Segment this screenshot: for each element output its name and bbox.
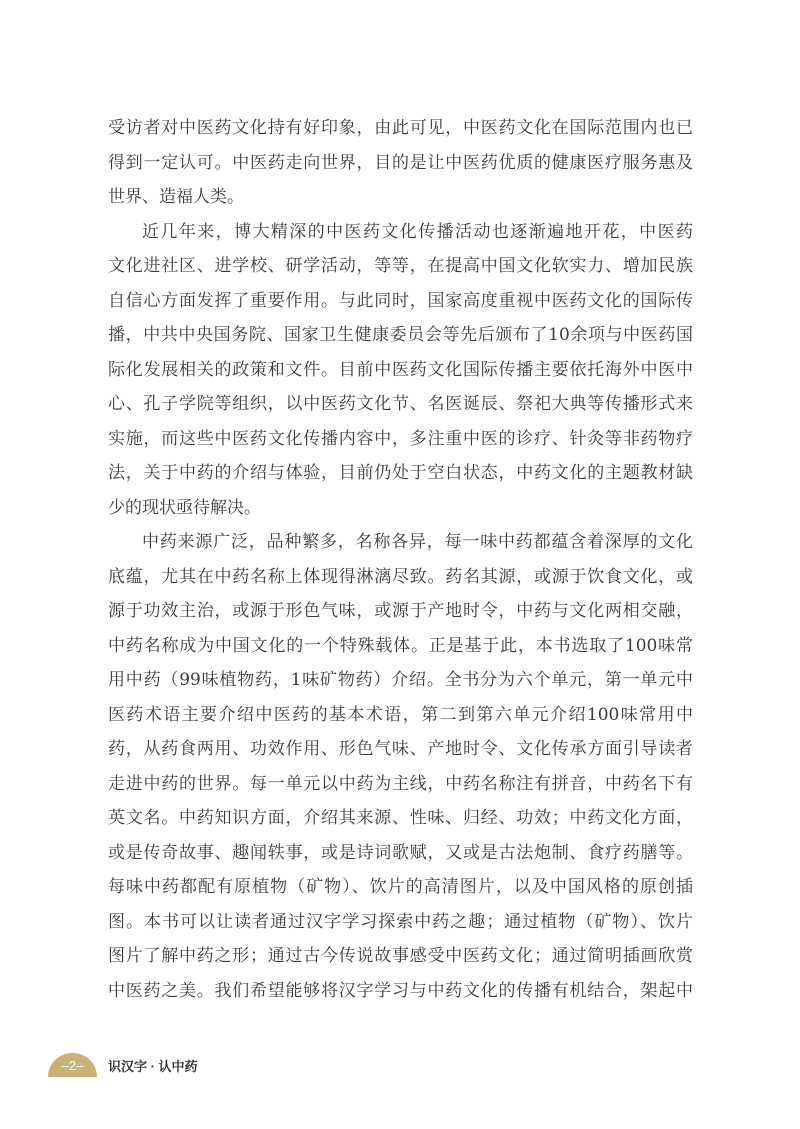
text-line: 中药来源广泛，品种繁多，名称各异，每一味中药都蕴含着深厚的文化 — [142, 532, 693, 552]
text-line: 走进中药的世界。每一单元以中药为主线，中药名称注有拼音，中药名下有 — [108, 773, 693, 794]
text-line: 英文名。中药知识方面，介绍其来源、性味、归经、功效；中药文化方面， — [108, 808, 693, 828]
text-line: 世界、造福人类。 — [108, 187, 244, 207]
text-line: 近几年来，博大精深的中医药文化传播活动也逐渐遍地开花，中医药 — [142, 221, 693, 242]
paragraph — [108, 215, 693, 526]
text-line: 中医药之美。我们希望能够将汉字学习与中药文化的传播有机结合，架起中 — [108, 980, 693, 1001]
page-number-badge: –2– — [48, 1053, 97, 1077]
text-line: 自信心方面发挥了重要作用。与此同时，国家高度重视中医药文化的国际传 — [108, 290, 693, 311]
text-line: 图。本书可以让读者通过汉字学习探索中药之趣；通过植物（矿物）、饮片 — [108, 911, 693, 932]
paragraph — [108, 525, 693, 1008]
text-line: 文化进社区、进学校、研学活动，等等，在提高中国文化软实力、增加民族 — [108, 256, 693, 276]
text-line: 法，关于中药的介绍与体验，目前仍处于空白状态，中药文化的主题教材缺 — [108, 463, 693, 483]
body-text — [108, 111, 693, 1008]
text-line: 得到一定认可。中医药走向世界，目的是让中医药优质的健康医疗服务惠及 — [108, 152, 693, 173]
text-line: 医药术语主要介绍中医药的基本术语，第二到第六单元介绍100味常用中 — [108, 704, 693, 725]
text-line: 受访者对中医药文化持有好印象，由此可见，中医药文化在国际范围内也已 — [108, 118, 693, 138]
text-line: 源于功效主治，或源于形色气味，或源于产地时令，中药与文化两相交融， — [108, 601, 693, 621]
text-line: 播，中共中央国务院、国家卫生健康委员会等先后颁布了10余项与中医药国 — [108, 325, 693, 345]
text-line: 每味中药都配有原植物（矿物）、饮片的高清图片，以及中国风格的原创插 — [108, 877, 693, 897]
text-line: 心、孔子学院等组织，以中医药文化节、名医诞辰、祭祀大典等传播形式来 — [108, 394, 693, 414]
text-line: 少的现状亟待解决。 — [108, 497, 261, 518]
text-line: 中药名称成为中国文化的一个特殊载体。正是基于此，本书选取了100味常 — [108, 635, 693, 656]
text-line: 实施，而这些中医药文化传播内容中，多注重中医的诊疗、针灸等非药物疗 — [108, 428, 693, 449]
running-head: 识汉字 · 认中药 — [108, 1059, 198, 1074]
paragraph — [108, 111, 693, 215]
text-line: 药，从药食两用、功效作用、形色气味、产地时令、文化传承方面引导读者 — [108, 739, 693, 759]
text-line: 图片了解中药之形；通过古今传说故事感受中医药文化；通过简明插画欣赏 — [108, 946, 693, 966]
text-line: 底蕴，尤其在中药名称上体现得淋漓尽致。药名其源，或源于饮食文化，或 — [108, 566, 693, 587]
text-line: 用中药（99味植物药，1味矿物药）介绍。全书分为六个单元，第一单元中 — [108, 670, 693, 690]
text-line: 际化发展相关的政策和文件。目前中医药文化国际传播主要依托海外中医中 — [108, 359, 693, 380]
text-line: 或是传奇故事、趣闻轶事，或是诗词歌赋，又或是古法炮制、食疗药膳等。 — [108, 842, 693, 863]
